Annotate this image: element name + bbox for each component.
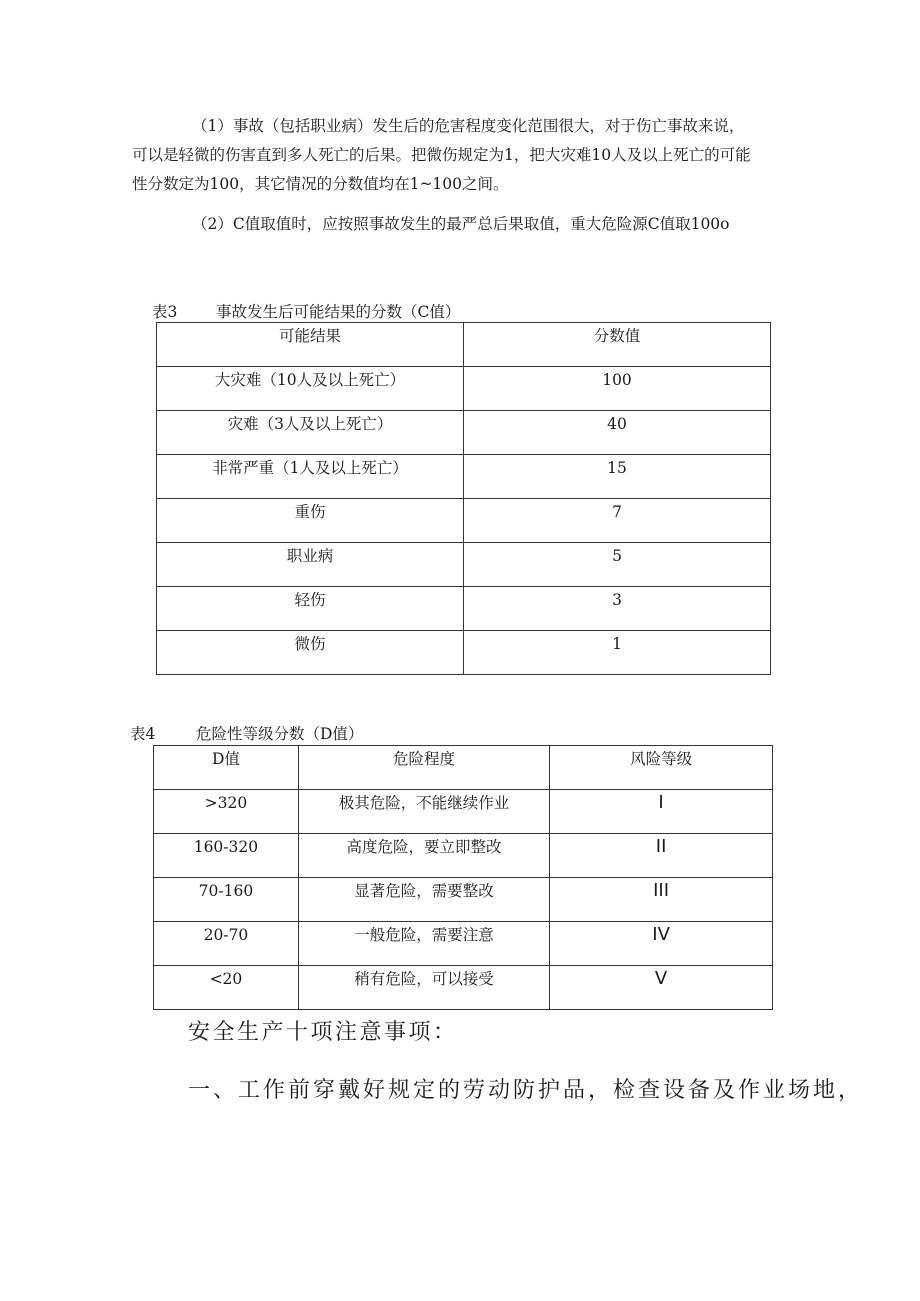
table-row <box>157 587 771 631</box>
d-value-cell: 160-320 <box>154 834 299 878</box>
table-row <box>154 966 773 1010</box>
outcome-cell: 职业病 <box>157 543 464 587</box>
table-header-row <box>154 746 773 790</box>
paragraph-line: 性分数定为100，其它情况的分数值均在1~100之间。 <box>132 175 509 193</box>
danger-degree-cell: 极其危险，不能继续作业 <box>298 790 549 834</box>
score-cell: 40 <box>464 411 771 455</box>
score-cell: 3 <box>464 587 771 631</box>
column-header-danger-degree: 危险程度 <box>298 746 549 790</box>
outcome-cell: 非常严重（1人及以上死亡） <box>157 455 464 499</box>
risk-level-cell: I <box>550 790 773 834</box>
column-header-score: 分数值 <box>464 323 771 367</box>
table-row <box>157 499 771 543</box>
paragraph-line: 可以是轻微的伤害直到多人死亡的后果。把微伤规定为1，把大灾难10人及以上死亡的可能 <box>132 146 751 164</box>
column-header-outcome: 可能结果 <box>157 323 464 367</box>
table3-caption-title: 事故发生后可能结果的分数（C值） <box>216 303 461 321</box>
risk-level-cell: III <box>550 878 773 922</box>
table3-caption <box>152 302 460 322</box>
score-cell: 100 <box>464 367 771 411</box>
outcome-cell: 灾难（3人及以上死亡） <box>157 411 464 455</box>
intro-paragraph-1 <box>132 112 792 199</box>
table-row <box>157 455 771 499</box>
score-cell: 15 <box>464 455 771 499</box>
table-row <box>154 834 773 878</box>
outcome-cell: 轻伤 <box>157 587 464 631</box>
safety-item-1: 一、工作前穿戴好规定的劳动防护品，检查设备及作业场地， <box>188 1078 864 1103</box>
outcome-cell: 大灾难（10人及以上死亡） <box>157 367 464 411</box>
table-header-row <box>157 323 771 367</box>
d-value-cell: 20-70 <box>154 922 299 966</box>
table-row <box>154 922 773 966</box>
table4-caption-title: 危险性等级分数（D值） <box>196 725 364 743</box>
score-cell: 5 <box>464 543 771 587</box>
table-row <box>154 878 773 922</box>
risk-level-cell: II <box>550 834 773 878</box>
paragraph-line: （1）事故（包括职业病）发生后的危害程度变化范围很大，对于伤亡事故来说， <box>192 117 745 135</box>
table-row <box>157 411 771 455</box>
d-value-cell: <20 <box>154 966 299 1010</box>
risk-level-cell: V <box>550 966 773 1010</box>
column-header-d-value: D值 <box>154 746 299 790</box>
table3-caption-number: 表3 <box>152 303 178 321</box>
risk-level-table <box>153 745 773 1010</box>
score-cell: 7 <box>464 499 771 543</box>
outcome-cell: 重伤 <box>157 499 464 543</box>
intro-paragraph-2: （2）C值取值时，应按照事故发生的最严总后果取值，重大危险源C值取100o <box>192 215 730 233</box>
danger-degree-cell: 一般危险，需要注意 <box>298 922 549 966</box>
table4-caption <box>130 724 363 744</box>
score-cell: 1 <box>464 631 771 675</box>
table-row <box>157 543 771 587</box>
table-row <box>154 790 773 834</box>
danger-degree-cell: 稍有危险，可以接受 <box>298 966 549 1010</box>
consequence-score-table <box>156 322 771 675</box>
risk-level-cell: IV <box>550 922 773 966</box>
safety-section-title: 安全生产十项注意事项： <box>188 1020 458 1045</box>
d-value-cell: 70-160 <box>154 878 299 922</box>
d-value-cell: >320 <box>154 790 299 834</box>
danger-degree-cell: 高度危险，要立即整改 <box>298 834 549 878</box>
table-row <box>157 367 771 411</box>
table-row <box>157 631 771 675</box>
column-header-risk-level: 风险等级 <box>550 746 773 790</box>
outcome-cell: 微伤 <box>157 631 464 675</box>
danger-degree-cell: 显著危险，需要整改 <box>298 878 549 922</box>
table4-caption-number: 表4 <box>130 725 156 743</box>
